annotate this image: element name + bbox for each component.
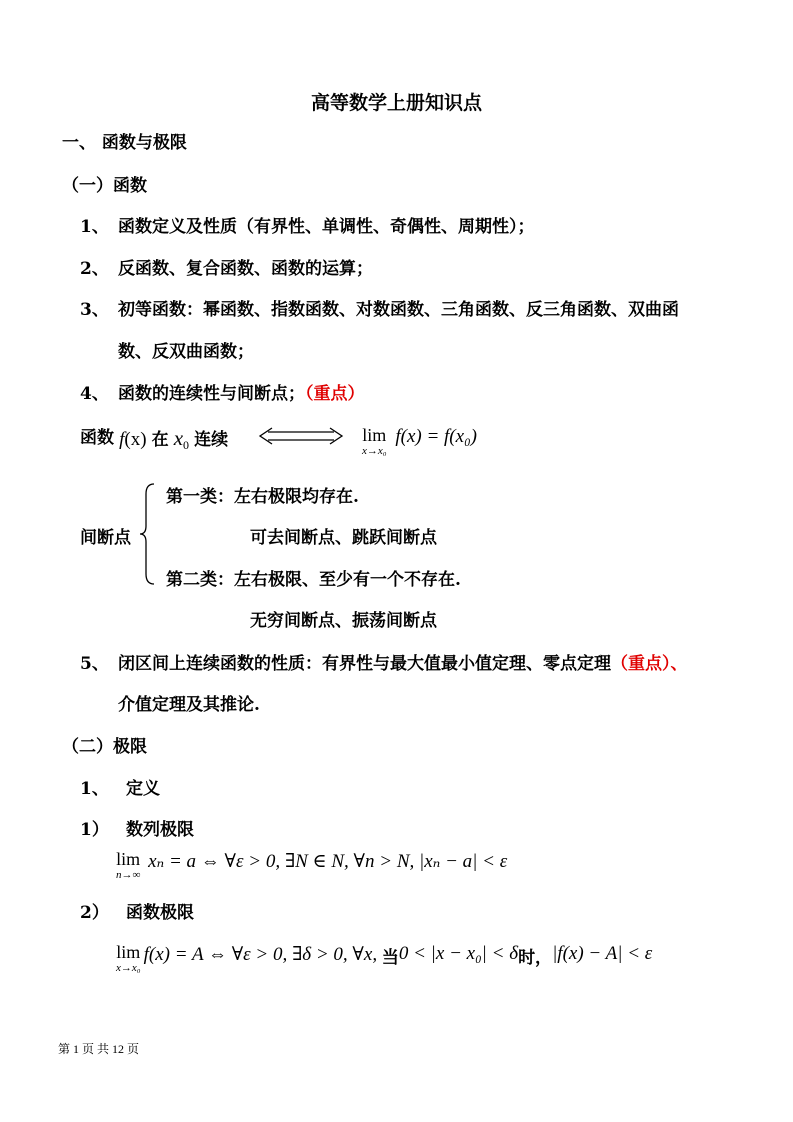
subsection-heading-limits: （二）极限 [62,737,147,757]
sequence-limit-formula [116,850,507,881]
item-3-text-cont: 数、反双曲函数； [118,342,254,362]
function-limit-when: 当 [381,948,399,967]
page-title: 高等数学上册知识点 [310,92,482,114]
item-4-text [118,379,365,404]
left-brace-icon [138,482,156,586]
function-lim-text: lim [116,942,141,962]
function-limit-expression-b: 0 < |x − x₀| < δ [398,943,519,964]
function-limit-then: 时， [518,948,553,967]
item-5-label: 闭区间上连续函数的性质：有界性与最大值最小值定理、零点定理 [118,654,611,674]
item-4-number: 4、 [80,384,109,404]
definition-heading: 定义 [126,779,160,799]
continuity-x0 [174,426,189,450]
item-3-text: 初等函数：幂函数、指数函数、对数函数、三角函数、反三角函数、双曲函 [118,300,679,320]
continuity-lim-sub: x→x₀ [362,445,387,457]
subsection-heading-functions: （一）函数 [62,176,147,196]
page-footer: 第 1 页 共 12 页 [58,1042,140,1056]
continuity-rhs: f(x) = f(x₀) [395,426,478,447]
discontinuity-type-1-examples: 可去间断点、跳跃间断点 [250,528,437,548]
sequence-limit-heading: 数列极限 [126,820,194,840]
function-lim-operator [116,943,141,974]
item-4-key-badge: （重点） [305,384,365,404]
section-heading-1: 一、 函数与极限 [62,133,187,153]
continuity-f: f [119,429,125,450]
item-5-number: 5、 [80,654,109,674]
function-limit-number: 2） [80,903,109,923]
function-lim-sub: x→x₀ [116,962,141,974]
discontinuity-type-2: 第二类：左右极限、至少有一个不存在. [166,570,461,590]
item-5-text-cont: 介值定理及其推论. [118,695,260,715]
function-limit-expression-a: f(x) = A ⇔ ∀ε > 0, ∃δ > 0, ∀x, [143,944,382,965]
continuity-lim-operator [362,426,387,457]
discontinuity-label: 间断点 [80,528,131,548]
definition-number: 1、 [80,779,109,799]
item-4-label: 函数的连续性与间断点； [118,384,305,404]
sequence-lim-text: lim [116,849,141,869]
continuity-statement [80,424,228,460]
continuity-fx [119,429,146,450]
continuity-prefix: 函数 [80,428,114,448]
continuity-x: (x) [124,429,147,450]
continuity-x0-sub: 0 [183,438,190,452]
sequence-lim-sub: n→∞ [116,869,141,881]
continuity-suffix: 连续 [194,430,229,450]
function-limit-heading: 函数极限 [126,903,194,923]
sequence-limit-number: 1） [80,820,109,840]
item-1-number: 1、 [80,217,109,237]
discontinuity-type-1: 第一类：左右极限均存在. [166,487,359,507]
sequence-limit-expression: xₙ = a ⇔ ∀ε > 0, ∃N ∈ N, ∀n > N, |xₙ − a| < ε [148,851,508,872]
item-2-number: 2、 [80,259,109,279]
item-2-text: 反函数、复合函数、函数的运算； [118,259,373,279]
item-1-text: 函数定义及性质（有界性、单调性、奇偶性、周期性）； [118,217,535,237]
function-limit-formula [116,943,652,974]
continuity-x0-x: x [173,426,184,450]
continuity-mid: 在 [151,430,169,450]
double-arrow-icon [258,427,344,445]
function-limit-expression-c: |f(x) − A| < ε [552,943,653,964]
continuity-lim-text: lim [362,425,387,445]
item-5-key-badge: （重点）、 [611,654,688,674]
sequence-lim-operator [116,850,140,881]
item-5-text [118,649,688,674]
discontinuity-type-2-examples: 无穷间断点、振荡间断点 [250,611,437,631]
item-3-number: 3、 [80,300,109,320]
continuity-limit [362,426,477,457]
